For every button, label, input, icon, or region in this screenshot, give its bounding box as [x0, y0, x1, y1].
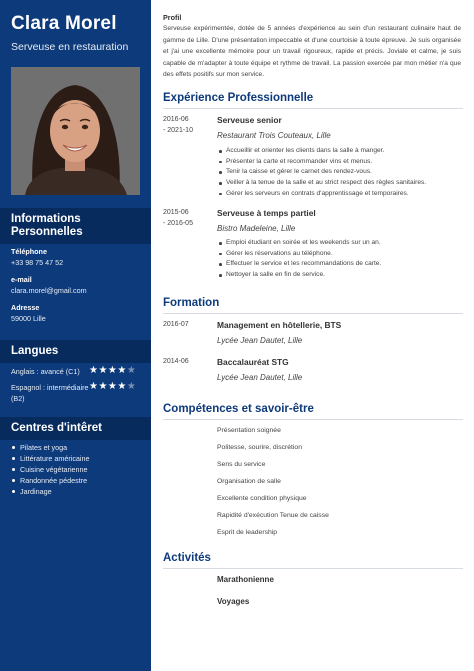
section-divider	[163, 313, 463, 314]
address-label: Adresse	[11, 303, 40, 312]
email-label: e-mail	[11, 275, 32, 284]
education-date: 2014-06	[163, 358, 189, 365]
skill-item: Politesse, sourire, discrétion	[217, 444, 302, 451]
skill-item: Excellente condition physique	[217, 495, 307, 502]
job-date-end: - 2016-05	[163, 220, 193, 227]
job-task-list	[217, 146, 426, 200]
job-task: Effectuer le service et les recommandations de carte.	[217, 259, 381, 270]
skill-item: Présentation soignée	[217, 427, 281, 434]
skill-item: Organisation de salle	[217, 478, 281, 485]
email-value: clara.morel@gmail.com	[11, 286, 87, 295]
activity-item: Voyages	[217, 597, 250, 606]
skill-item: Rapidité d'exécution Tenue de caisse	[217, 512, 329, 519]
portrait-illustration	[11, 67, 140, 195]
sidebar	[0, 0, 151, 671]
job-task: Présenter la carte et recommander vins et menus.	[217, 157, 426, 168]
contact-section-header: Informations Personnelles	[0, 208, 151, 244]
address-value: 59000 Lille	[11, 314, 46, 323]
job-place: Bistro Madeleine, Lille	[217, 224, 296, 233]
job-date-end: - 2021-10	[163, 127, 193, 134]
job-title: Serveuse senior	[217, 115, 282, 125]
interests-section-header: Centres d'intêret	[0, 417, 151, 440]
profile-summary: Serveuse expérimentée, dotée de 5 années d'expérience au sein d'un restaurant culinaire haut de gamme de Lille. D'une présentation impeccable et d'une courtoisie à toute épreuve. Je suis organisée et j'ai une excellente mémoire pour un travail rigoureux, rapide et précis. Joviale et calme, je suis capable de m'adapter à toute équipe et rythme de travail. La passion exercée par mon métier n'a que des effets positifs sur mon service.	[163, 25, 461, 79]
skill-item: Esprit de leadership	[217, 529, 278, 536]
interest-item: Pilates et yoga	[11, 442, 90, 453]
phone-value: +33 98 75 47 52	[11, 258, 64, 267]
job-task: Gérer les réservations au téléphone.	[217, 249, 381, 260]
job-task: Gérer les serveurs en contrats d'apprentissage et temporaires.	[217, 189, 426, 200]
job-task: Tenir la caisse et gérer le carnet des rendez-vous.	[217, 167, 426, 178]
education-date: 2016-07	[163, 321, 189, 328]
education-title: Management en hôtellerie, BTS	[217, 320, 342, 330]
language-name: Anglais : avancé (C1)	[11, 367, 80, 376]
education-title: Baccalauréat STG	[217, 357, 289, 367]
profile-photo	[11, 67, 140, 195]
interest-item: Randonnée pédestre	[11, 475, 90, 486]
job-date-start: 2016-06	[163, 116, 189, 123]
activities-section-title: Activités	[163, 552, 211, 564]
interest-item: Cuisine végétarienne	[11, 464, 90, 475]
section-divider	[163, 419, 463, 420]
activity-item: Marathonienne	[217, 575, 274, 584]
language-item	[11, 366, 141, 377]
language-level-stars: ★★★★★	[89, 381, 137, 392]
profile-label: Profil	[163, 13, 182, 22]
education-section-title: Formation	[163, 297, 220, 309]
job-task: Veiller à la tenue de la salle et au strict respect des règles sanitaires.	[217, 178, 426, 189]
section-divider	[163, 568, 463, 569]
language-item	[11, 382, 141, 404]
education-place: Lycée Jean Dautet, Lille	[217, 373, 303, 382]
skills-section-title: Compétences et savoir-être	[163, 403, 314, 415]
education-place: Lycée Jean Dautet, Lille	[217, 336, 303, 345]
section-divider	[163, 108, 463, 109]
candidate-name: Clara Morel	[11, 13, 117, 34]
job-task: Nettoyer la salle en fin de service.	[217, 270, 381, 281]
interest-item: Littérature américaine	[11, 453, 90, 464]
job-task: Emploi étudiant en soirée et les weekends sur un an.	[217, 238, 381, 249]
languages-section-header: Langues	[0, 340, 151, 363]
job-place: Restaurant Trois Couteaux, Lille	[217, 131, 331, 140]
language-level-stars: ★★★★★	[89, 365, 137, 376]
job-task-list	[217, 238, 381, 281]
job-title: Serveuse à temps partiel	[217, 208, 316, 218]
candidate-role: Serveuse en restauration	[11, 41, 129, 53]
language-name: Espagnol : intermédiaire (B2)	[11, 383, 89, 404]
skill-item: Sens du service	[217, 461, 266, 468]
experience-section-title: Expérience Professionnelle	[163, 92, 314, 104]
interest-item: Jardinage	[11, 486, 90, 497]
job-task: Accueillir et orienter les clients dans la salle à manger.	[217, 146, 426, 157]
job-date-start: 2015-06	[163, 209, 189, 216]
interests-list	[11, 442, 90, 497]
phone-label: Téléphone	[11, 247, 47, 256]
